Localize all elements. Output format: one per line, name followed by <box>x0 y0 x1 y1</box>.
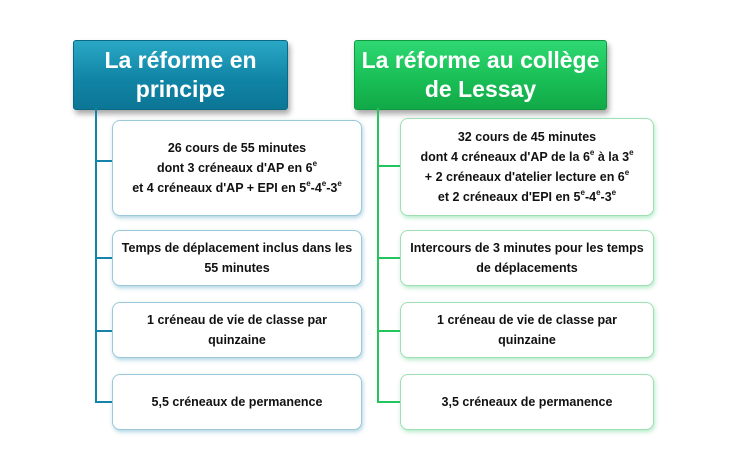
left-box-permanence <box>112 374 362 430</box>
right-connector-4 <box>377 401 400 403</box>
right-box-cours-line1: 32 cours de 45 minutes <box>457 130 597 144</box>
left-vertical-connector <box>95 108 97 403</box>
left-box-vie-classe <box>112 302 362 358</box>
right-vertical-connector <box>377 108 379 403</box>
left-box-permanence-line1: 5,5 créneaux de permanence <box>151 395 323 409</box>
header-right-line2: de Lessay <box>424 76 537 102</box>
header-right-line1: La réforme au collège <box>361 47 600 73</box>
right-box-cours-line3: + 2 créneaux d'atelier lecture en 6e <box>424 167 630 184</box>
header-left-line2: principe <box>135 76 226 102</box>
right-box-intercours <box>400 230 654 286</box>
right-connector-1 <box>377 165 400 167</box>
right-box-intercours-line2: de déplacements <box>476 261 578 275</box>
left-box-vie-classe-line2: quinzaine <box>208 333 266 347</box>
right-connector-2 <box>377 257 400 259</box>
right-box-vie-classe-line1: 1 créneau de vie de classe par <box>437 313 617 327</box>
left-connector-2 <box>95 257 112 259</box>
left-box-cours <box>112 120 362 216</box>
header-reforme-lessay <box>354 40 607 110</box>
header-reforme-principe <box>73 40 288 110</box>
left-box-cours-line1: 26 cours de 55 minutes <box>167 141 307 155</box>
left-box-deplacement-line1: Temps de déplacement inclus dans les <box>121 241 353 255</box>
left-box-vie-classe-line1: 1 créneau de vie de classe par <box>147 313 327 327</box>
right-box-cours <box>400 118 654 216</box>
left-connector-1 <box>95 160 112 162</box>
header-left-line1: La réforme en <box>104 47 257 73</box>
left-box-cours-line2: dont 3 créneaux d'AP en 6e <box>156 158 318 175</box>
right-box-cours-line2: dont 4 créneaux d'AP de la 6e à la 3e <box>420 147 634 164</box>
right-box-permanence-line1: 3,5 créneaux de permanence <box>441 395 613 409</box>
left-connector-3 <box>95 330 112 332</box>
left-box-deplacement-line2: 55 minutes <box>204 261 270 275</box>
right-connector-3 <box>377 330 400 332</box>
right-box-vie-classe-line2: quinzaine <box>498 333 556 347</box>
right-box-permanence <box>400 374 654 430</box>
right-box-cours-line4: et 2 créneaux d'EPI en 5e-4e-3e <box>437 187 617 204</box>
left-box-cours-line3: et 4 créneaux d'AP + EPI en 5e-4e-3e <box>132 178 342 195</box>
right-box-vie-classe <box>400 302 654 358</box>
left-box-deplacement <box>112 230 362 286</box>
right-box-intercours-line1: Intercours de 3 minutes pour les temps <box>410 241 644 255</box>
left-connector-4 <box>95 401 112 403</box>
